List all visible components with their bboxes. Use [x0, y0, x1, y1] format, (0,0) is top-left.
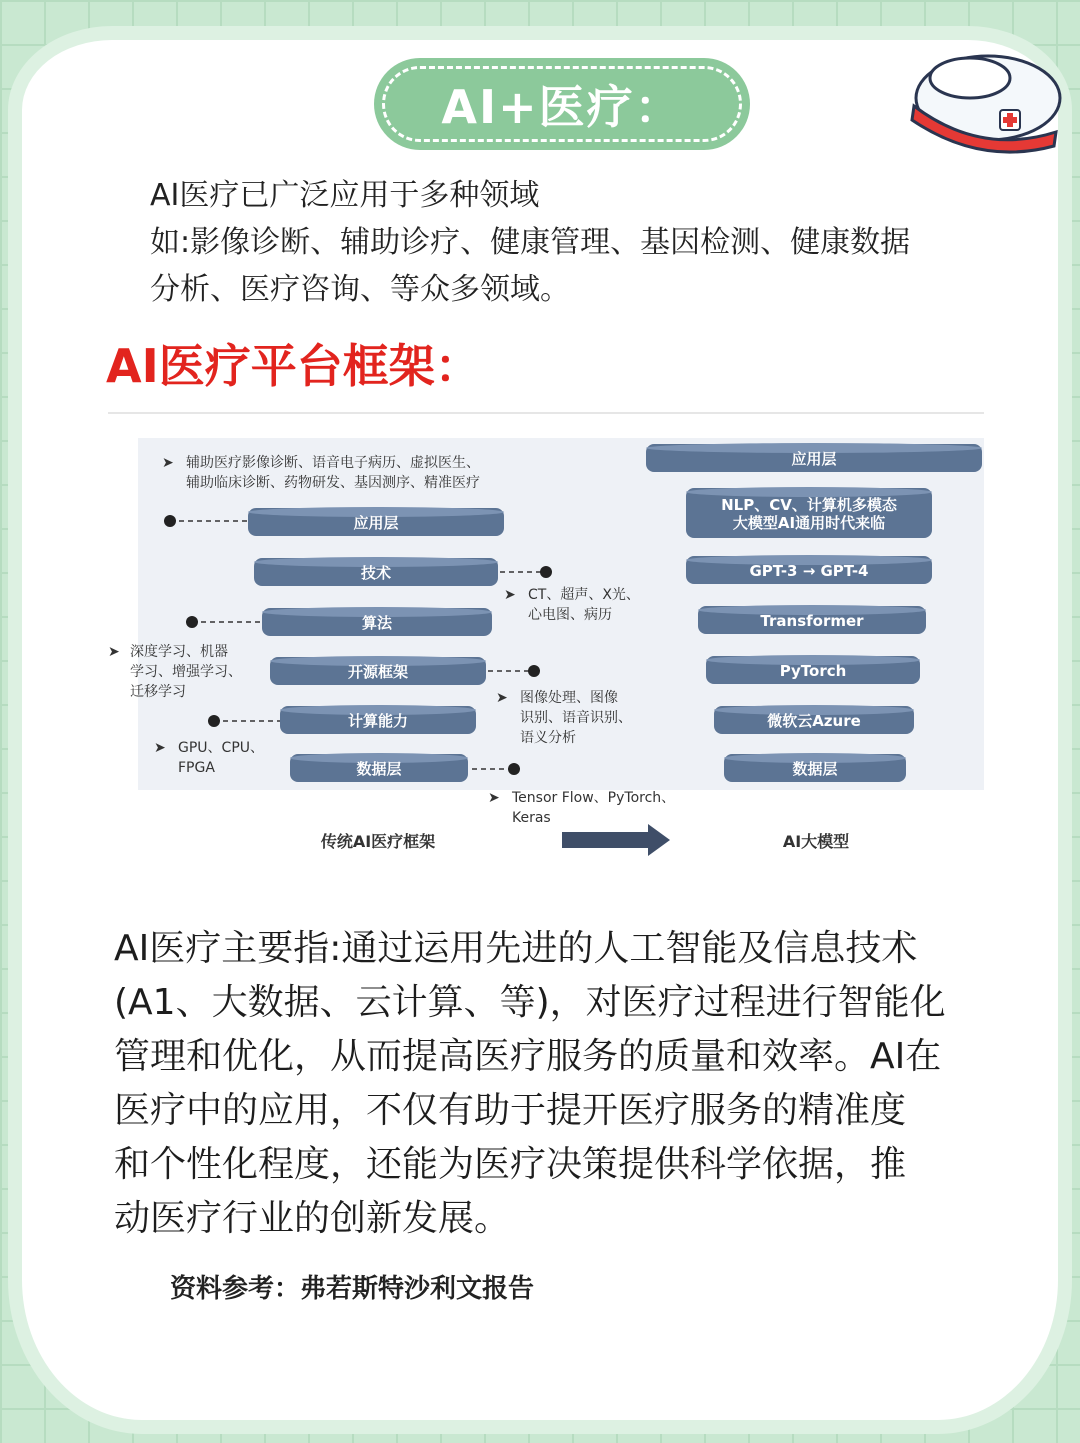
bullet-arrow-icon: ➤: [504, 587, 516, 603]
connector-dot: [208, 715, 220, 727]
intro-text: [150, 172, 1000, 313]
connector-dot: [186, 616, 198, 628]
intro-line: 分析、医疗咨询、等众多领域。: [150, 272, 570, 307]
bullet-arrow-icon: ➤: [162, 455, 174, 471]
left-layer-label: 计算能力: [347, 712, 409, 730]
note-app: 辅助医疗影像诊断、语音电子病历、虚拟医生、: [186, 455, 480, 471]
left-layer: [280, 705, 476, 734]
note-algo: 学习、增强学习、: [130, 664, 242, 680]
intro-line: AI医疗已广泛应用于多种领域: [150, 178, 540, 213]
left-layer-label: 算法: [361, 614, 393, 632]
right-layer-label: Transformer: [760, 612, 864, 630]
note-compute: GPU、CPU、: [178, 740, 265, 756]
paragraph-line: AI医疗主要指:通过运用先进的人工智能及信息技术: [114, 928, 918, 969]
reference-source: 资料参考：弗若斯特沙利文报告: [170, 1274, 535, 1304]
paragraph-line: 和个性化程度，还能为医疗决策提供科学依据，推: [114, 1144, 907, 1185]
connector-dot: [528, 665, 540, 677]
note-compute: FPGA: [178, 760, 215, 776]
right-layer: [686, 555, 932, 584]
intro-line: 如:影像诊断、辅助诊疗、健康管理、基因检测、健康数据: [150, 225, 911, 260]
left-layer: [254, 557, 498, 586]
connector-dot: [508, 763, 520, 775]
bullet-arrow-icon: ➤: [496, 690, 508, 706]
note-tech: CT、超声、X光、: [528, 587, 640, 603]
left-layer-label: 应用层: [353, 514, 399, 532]
connector-dot: [540, 566, 552, 578]
right-layer-label: 大模型AI通用时代来临: [732, 514, 886, 532]
bullet-arrow-icon: ➤: [488, 790, 500, 806]
note-open: 语义分析: [520, 730, 576, 746]
transition-arrow-icon: [562, 824, 670, 856]
bullet-arrow-icon: ➤: [108, 644, 120, 660]
nurse-hat-icon: [900, 36, 1070, 166]
left-layer: [290, 753, 468, 782]
framework-diagram: [108, 412, 984, 858]
right-layer: [698, 605, 926, 634]
left-layer: [262, 607, 492, 636]
note-algo: 深度学习、机器: [130, 644, 228, 660]
right-layer-label: 应用层: [791, 450, 837, 468]
paragraph-line: (A1、大数据、云计算、等)，对医疗过程进行智能化: [114, 982, 946, 1023]
note-data: Tensor Flow、PyTorch、: [512, 790, 676, 806]
right-layer: [686, 487, 932, 538]
left-layer-label: 开源框架: [347, 663, 409, 681]
page-title: AI+医疗：: [441, 80, 683, 134]
right-layer-label: 数据层: [792, 760, 838, 778]
paragraph-line: 医疗中的应用，不仅有助于提开医疗服务的精准度: [114, 1090, 907, 1131]
section-title: AI医疗平台框架：: [106, 339, 481, 393]
bullet-arrow-icon: ➤: [154, 740, 166, 756]
description-paragraph: [114, 922, 1004, 1246]
note-open: 识别、语音识别、: [520, 710, 632, 726]
right-layer: [646, 443, 982, 472]
left-layer: [270, 656, 486, 685]
note-open: 图像处理、图像: [520, 690, 618, 706]
right-layer-label: 微软云Azure: [767, 712, 861, 730]
title-banner: [374, 58, 750, 150]
left-framework-title: 传统AI医疗框架: [320, 832, 436, 851]
right-layer: [706, 655, 920, 684]
left-layer-label: 技术: [360, 564, 392, 582]
right-framework-title: AI大模型: [782, 832, 850, 851]
left-layer: [248, 507, 504, 536]
left-layer-label: 数据层: [356, 760, 402, 778]
note-data: Keras: [512, 810, 551, 826]
right-layer: [714, 705, 914, 734]
right-layer: [724, 753, 906, 782]
connector-dot: [164, 515, 176, 527]
note-app: 辅助临床诊断、药物研发、基因测序、精准医疗: [186, 475, 480, 491]
right-layer-label: GPT-3 → GPT-4: [749, 562, 869, 580]
note-tech: 心电图、病历: [528, 607, 612, 623]
paragraph-line: 动医疗行业的创新发展。: [114, 1198, 511, 1239]
right-layer-label: NLP、CV、计算机多模态: [721, 496, 897, 514]
right-layer-label: PyTorch: [779, 662, 847, 680]
note-algo: 迁移学习: [130, 684, 186, 700]
paragraph-line: 管理和优化，从而提高医疗服务的质量和效率。AI在: [114, 1036, 942, 1077]
